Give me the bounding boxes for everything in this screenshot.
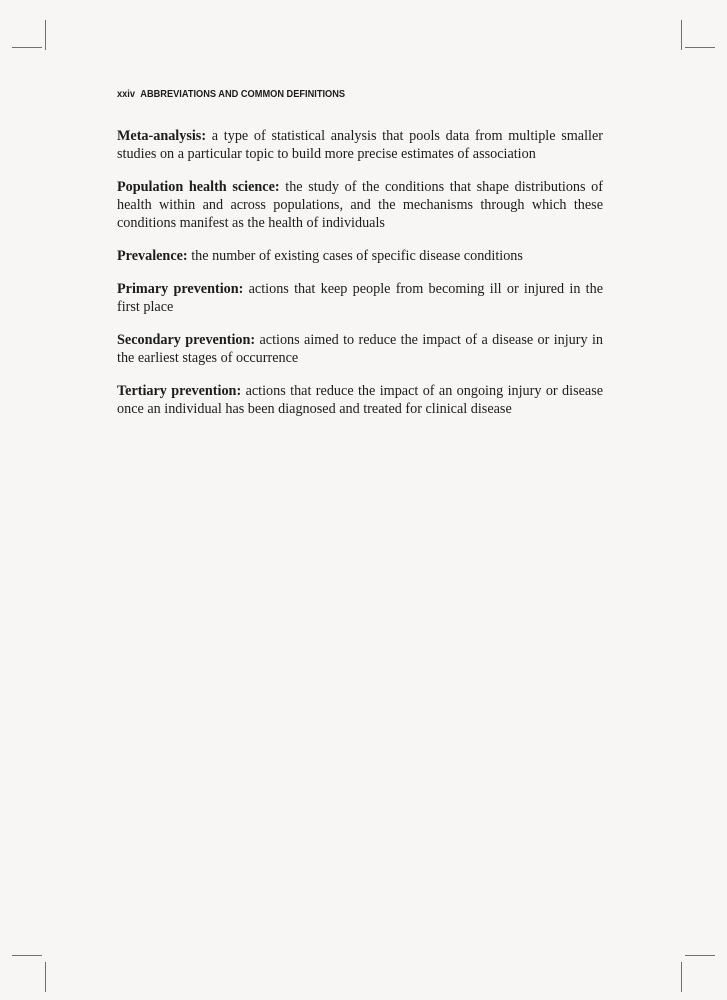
definition-entry [117,382,603,418]
definitions-list [117,127,603,433]
definition-entry [117,178,603,232]
definition-text: actions aimed to reduce the impact of a disease or injury in the earliest stages of occurrence [117,332,604,366]
running-head [117,88,345,100]
definition-entry [117,331,603,367]
definition-text: the number of existing cases of specific disease conditions [191,248,523,264]
definition-entry [117,280,603,316]
definition-text: actions that reduce the impact of an ongoing injury or disease once an individual has been diagnosed and treated for clinical disease [117,383,604,417]
crop-mark [12,47,42,48]
definition-entry [117,127,603,163]
crop-mark [685,955,715,956]
crop-mark [45,962,46,992]
definition-text: the study of the conditions that shape distributions of health within and across populations, and the mechanisms through which these conditions manifest as the health of individuals [117,179,603,231]
definition-entry [117,247,603,265]
definition-term: Primary prevention: [117,281,244,297]
definition-term: Tertiary prevention: [117,383,242,399]
crop-mark [681,962,682,992]
section-title: ABBREVIATIONS AND COMMON DEFINITIONS [140,88,346,100]
crop-mark [45,20,46,50]
crop-mark [685,47,715,48]
page-number: xxiv [117,88,135,100]
definition-text: a type of statistical analysis that pools data from multiple smaller studies on a particular topic to build more precise estimates of association [117,128,604,162]
crop-mark [681,20,682,50]
definition-text: actions that keep people from becoming ill or injured in the first place [117,281,603,315]
definition-term: Population health science: [117,179,280,195]
crop-mark [12,955,42,956]
definition-term: Meta-analysis: [117,128,207,144]
definition-term: Prevalence: [117,248,188,264]
definition-term: Secondary prevention: [117,332,256,348]
